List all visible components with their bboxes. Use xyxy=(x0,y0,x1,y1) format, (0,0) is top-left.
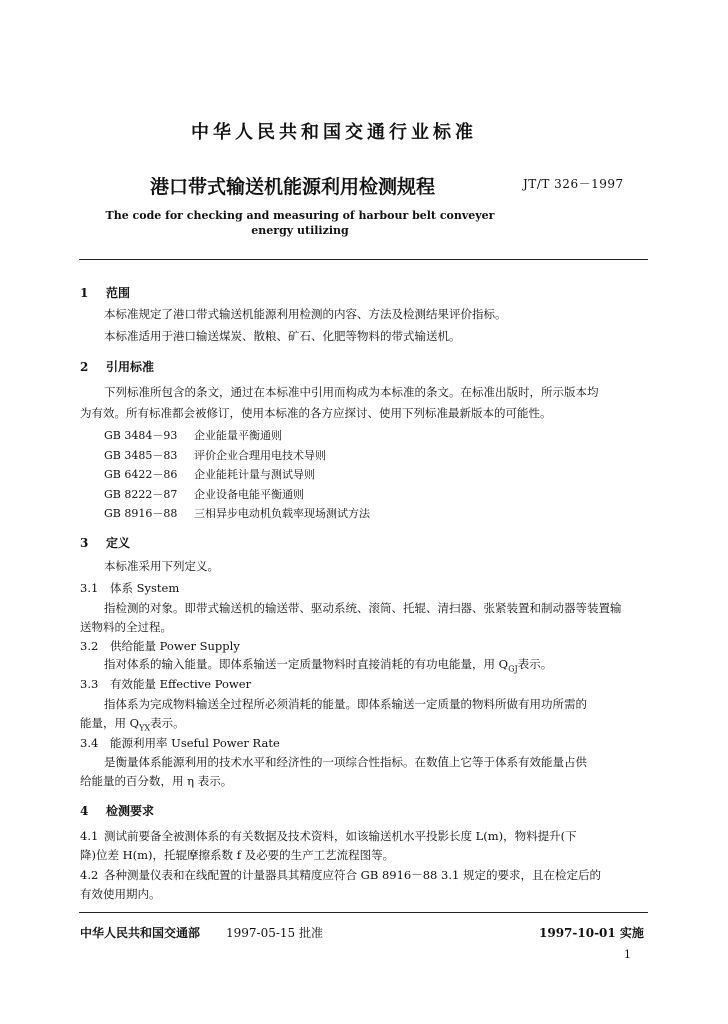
issuer: 中华人民共和国交通部 xyxy=(80,926,201,940)
footer-divider xyxy=(79,912,648,913)
subscript: YX xyxy=(139,723,151,733)
reference-name: 企业设备电能平衡通则 xyxy=(194,488,304,501)
reference-code: GB 6422－86 xyxy=(104,468,178,481)
text-run: 能量，用 Q xyxy=(80,716,140,730)
text-run: 表示。 xyxy=(517,657,553,671)
paragraph: 指检测的对象。即带式输送机的输送带、驱动系统、滚筒、托辊、清扫器、张紧装置和制动器等装置输 xyxy=(104,601,622,615)
reference-code: GB 8916－88 xyxy=(104,507,178,520)
definition-3-3-heading xyxy=(80,676,251,692)
definition-3-1-heading xyxy=(80,580,179,596)
paragraph-continued: 给能量的百分数，用 η 表示。 xyxy=(80,774,233,788)
paragraph-continued: 送物料的全过程。 xyxy=(80,620,172,634)
english-title-line1: The code for checking and measuring of harbour belt conveyer xyxy=(105,209,495,222)
effective-date: 1997-10-01 实施 xyxy=(539,926,644,940)
section-number: 1 xyxy=(80,286,89,300)
section-4-heading xyxy=(80,802,154,819)
page-number: 1 xyxy=(624,948,631,961)
section-2-heading xyxy=(80,358,154,375)
paragraph: 本标准采用下列定义。 xyxy=(104,559,219,573)
clause-number: 3.1 xyxy=(80,581,99,595)
definition-term: 供给能量 Power Supply xyxy=(110,639,240,653)
text-run: 指对体系的输入能量。即体系输送一定质量物料时直接消耗的有功电能量，用 Q xyxy=(104,657,509,671)
document-title: 港口带式输送机能源利用检测规程 xyxy=(150,176,436,198)
reference-name: 三相异步电动机负载率现场测试方法 xyxy=(194,507,370,520)
english-title-line2: energy utilizing xyxy=(251,224,349,237)
reference-name: 企业能耗计量与测试导则 xyxy=(194,468,315,481)
clause-number: 4.1 xyxy=(80,829,99,843)
paragraph-continued: 为有效。所有标准都会被修订，使用本标准的各方应探讨、使用下列标准最新版本的可能性。 xyxy=(80,406,552,420)
reference-name: 企业能量平衡通则 xyxy=(194,429,282,442)
paragraph-continued: 有效使用期内。 xyxy=(80,887,161,901)
paragraph: 本标准适用于港口输送煤炭、散粮、矿石、化肥等物料的带式输送机。 xyxy=(104,329,461,343)
clause-number: 4.2 xyxy=(80,868,99,882)
definition-term: 有效能量 Effective Power xyxy=(110,677,252,691)
reference-row xyxy=(104,505,370,521)
reference-code: GB 3485－83 xyxy=(104,449,178,462)
reference-row xyxy=(104,427,282,443)
section-number: 4 xyxy=(80,804,89,818)
reference-row xyxy=(104,466,315,482)
header-divider xyxy=(79,259,648,260)
text-run: 表示。 xyxy=(150,716,185,730)
definition-3-2-heading xyxy=(80,638,240,654)
section-3-heading xyxy=(80,534,130,551)
reference-name: 评价企业合理用电技术导则 xyxy=(194,449,326,462)
clause-text: 测试前要备全被测体系的有关数据及技术资料，如该输送机水平投影长度 L(m)，物料提升(下 xyxy=(104,829,577,843)
paragraph xyxy=(104,656,552,677)
section-1-heading xyxy=(80,284,130,301)
section-title: 检测要求 xyxy=(106,804,155,818)
paragraph-continued: 降)位差 H(m)，托辊摩擦系数 f 及必要的生产工艺流程图等。 xyxy=(80,848,395,862)
definition-term: 能源利用率 Useful Power Rate xyxy=(110,736,280,750)
definition-3-4-heading xyxy=(80,735,280,751)
paragraph: 本标准规定了港口带式输送机能源利用检测的内容、方法及检测结果评价指标。 xyxy=(104,307,507,321)
reference-row xyxy=(104,447,326,463)
section-number: 2 xyxy=(80,360,89,374)
paragraph: 下列标准所包含的条文，通过在本标准中引用而构成为本标准的条文。在标准出版时，所示版本均 xyxy=(104,385,599,399)
standard-code: JT/T 326－1997 xyxy=(523,177,624,191)
paragraph: 指体系为完成物料输送全过程所必须消耗的能量。即体系输送一定质量的物料所做有用功所需的 xyxy=(104,697,587,711)
clause-4-1 xyxy=(80,828,577,845)
clause-4-2 xyxy=(80,867,601,884)
section-title: 定义 xyxy=(106,536,131,550)
reference-row xyxy=(104,486,304,502)
section-title: 范围 xyxy=(106,286,131,300)
clause-text: 各种测量仪表和在线配置的计量器具其精度应符合 GB 8916－88 3.1 规定的要求，且在检定后的 xyxy=(104,868,601,882)
clause-number: 3.3 xyxy=(80,677,99,691)
section-title: 引用标准 xyxy=(106,360,155,374)
reference-code: GB 3484－93 xyxy=(104,429,178,442)
subscript: GJ xyxy=(508,664,518,674)
paragraph-continued xyxy=(80,715,185,736)
section-number: 3 xyxy=(80,536,89,550)
paragraph: 是衡量体系能源利用的技术水平和经济性的一项综合性指标。在数值上它等于体系有效能量占供 xyxy=(104,755,587,769)
clause-number: 3.4 xyxy=(80,736,99,750)
approval-date: 1997-05-15 批准 xyxy=(226,926,324,940)
org-line: 中华人民共和国交通行业标准 xyxy=(191,122,477,143)
definition-term: 体系 System xyxy=(110,581,180,595)
reference-code: GB 8222－87 xyxy=(104,488,178,501)
clause-number: 3.2 xyxy=(80,639,99,653)
